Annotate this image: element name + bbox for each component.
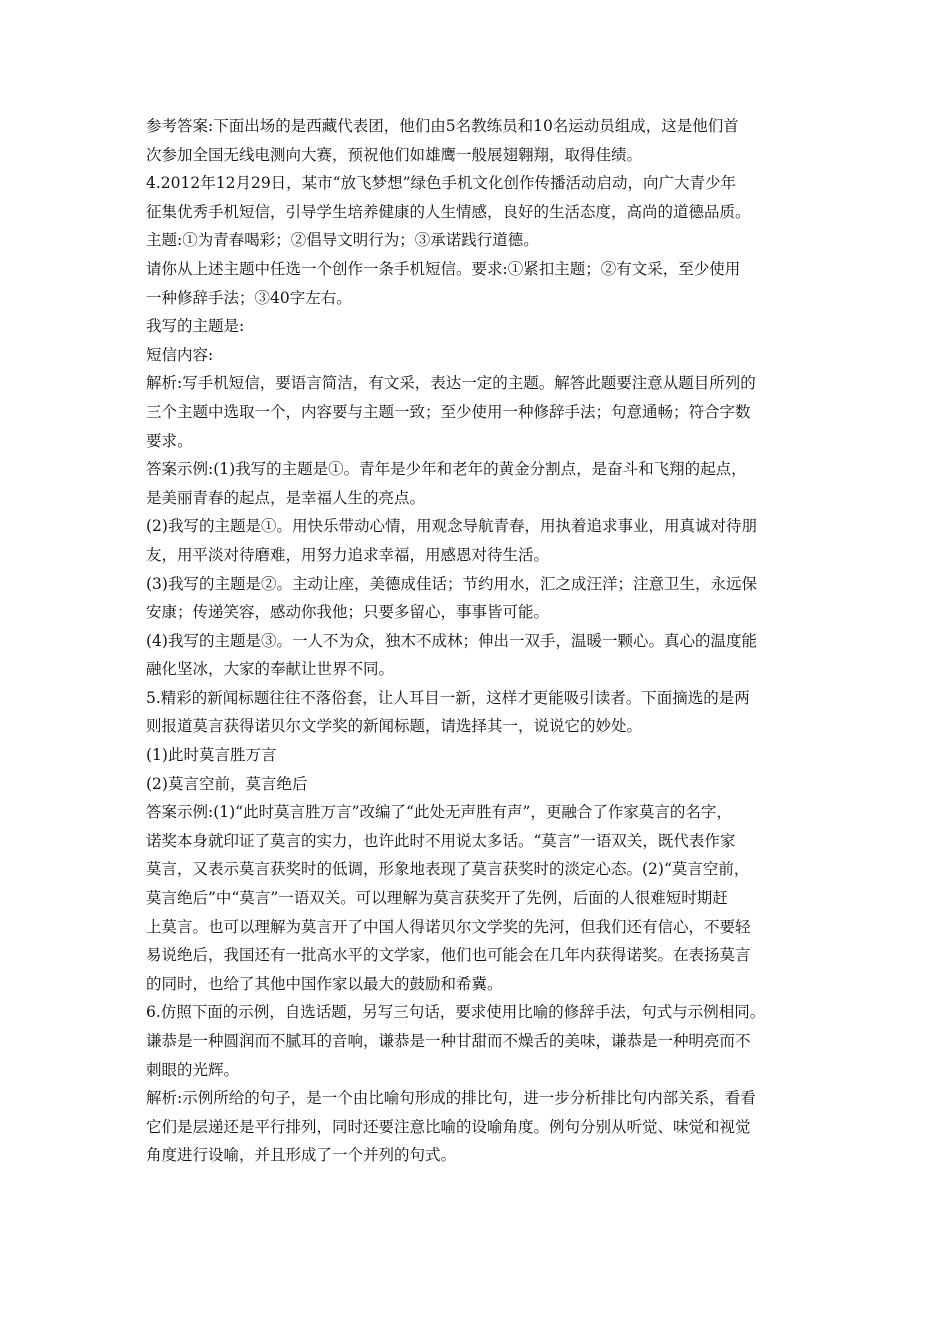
text-line: 融化坚冰，大家的奉献让世界不同。	[146, 660, 395, 679]
text-line: 请你从上述主题中任选一个创作一条手机短信。要求:①紧扣主题；②有文采，至少使用	[146, 259, 741, 278]
text-line: 要求。	[146, 431, 193, 450]
text-line: 谦恭是一种圆润而不腻耳的音响，谦恭是一种甘甜而不燥舌的美味，谦恭是一种明亮而不	[146, 1032, 751, 1050]
text-line: 主题:①为青春喝彩；②倡导文明行为；③承诺践行道德。	[146, 231, 539, 250]
text-line: 它们是层递还是平行排列，同时还要注意比喻的设喻角度。例句分别从听觉、味觉和视觉	[146, 1117, 751, 1136]
text-line: 解析:示例所给的句子，是一个由比喻句形成的排比句，进一步分析排比句内部关系，看看	[146, 1089, 756, 1108]
text-line: 三个主题中选取一个，内容要与主题一致；至少使用一种修辞手法；句意通畅；符合字数	[146, 402, 751, 421]
text-line: (1)此时莫言胜万言	[146, 746, 277, 765]
text-line: 6.仿照下面的示例，自选话题，另写三句话，要求使用比喻的修辞手法，句式与示例相同。	[146, 1003, 766, 1022]
text-line: 安康；传递笑容，感动你我他；只要多留心，事事皆可能。	[146, 603, 550, 622]
text-line: 莫言绝后”中“莫言”一语双关。可以理解为莫言获奖开了先例，后面的人很难短时期赶	[146, 889, 728, 908]
text-line: (2)莫言空前，莫言绝后	[146, 774, 308, 793]
text-line: (3)我写的主题是②。主动让座，美德成佳话；节约用水，汇之成汪洋；注意卫生，永远保	[146, 574, 757, 593]
text-line: 诺奖本身就印证了莫言的实力，也许此时不用说太多话。“莫言”一语双关，既代表作家	[146, 831, 736, 850]
text-line: 次参加全国无线电测向大赛，预祝他们如雄鹰一般展翅翱翔，取得佳绩。	[146, 145, 643, 164]
text-line: 的同时，也给了其他中国作家以最大的鼓励和希冀。	[146, 974, 503, 993]
text-line: 易说绝后，我国还有一批高水平的文学家，他们也可能会在几年内获得诺奖。在表扬莫言	[146, 946, 751, 965]
text-line: 友，用平淡对待磨难，用努力追求幸福，用感恩对待生活。	[146, 545, 550, 564]
text-line: 则报道莫言获得诺贝尔文学奖的新闻标题，请选择其一，说说它的妙处。	[146, 717, 643, 736]
text-line: 答案示例:(1)“此时莫言胜万言”改编了“此处无声胜有声”，更融合了作家莫言的名字，	[146, 803, 732, 822]
text-line: (2)我写的主题是①。用快乐带动心情，用观念导航青春，用执着追求事业，用真诚对待朋	[146, 517, 757, 536]
text-line: 参考答案:下面出场的是西藏代表团，他们由5名教练员和10名运动员组成，这是他们首	[146, 117, 739, 135]
text-line: 征集优秀手机短信，引导学生培养健康的人生情感，良好的生活态度，高尚的道德品质。	[146, 202, 751, 221]
text-line: 4.2012年12月29日，某市“放飞梦想”绿色手机文化创作传播活动启动，向广大青少年	[146, 174, 737, 193]
text-line: 刺眼的光辉。	[146, 1060, 240, 1079]
document-body	[146, 112, 816, 1170]
text-line: 是美丽青春的起点，是幸福人生的亮点。	[146, 488, 426, 507]
text-line: 短信内容:	[146, 345, 214, 364]
text-line: 角度进行设喻，并且形成了一个并列的句式。	[146, 1146, 457, 1165]
text-line: 我写的主题是:	[146, 317, 245, 336]
text-line: 答案示例:(1)我写的主题是①。青年是少年和老年的黄金分割点，是奋斗和飞翔的起点，	[146, 460, 747, 479]
text-line: (4)我写的主题是③。一人不为众，独木不成林；伸出一双手，温暖一颗心。真心的温度能	[146, 631, 757, 650]
text-line: 解析:写手机短信，要语言简洁，有文采，表达一定的主题。解答此题要注意从题目所列的	[146, 374, 756, 393]
text-line: 5.精彩的新闻标题往往不落俗套，让人耳目一新，这样才更能吸引读者。下面摘选的是两	[146, 688, 750, 707]
text-line: 一种修辞手法；③40字左右。	[146, 288, 352, 307]
text-line: 莫言，又表示莫言获奖时的低调，形象地表现了莫言获奖时的淡定心态。(2)“莫言空前，	[146, 860, 750, 879]
text-line: 上莫言。也可以理解为莫言开了中国人得诺贝尔文学奖的先河，但我们还有信心，不要轻	[146, 917, 751, 936]
